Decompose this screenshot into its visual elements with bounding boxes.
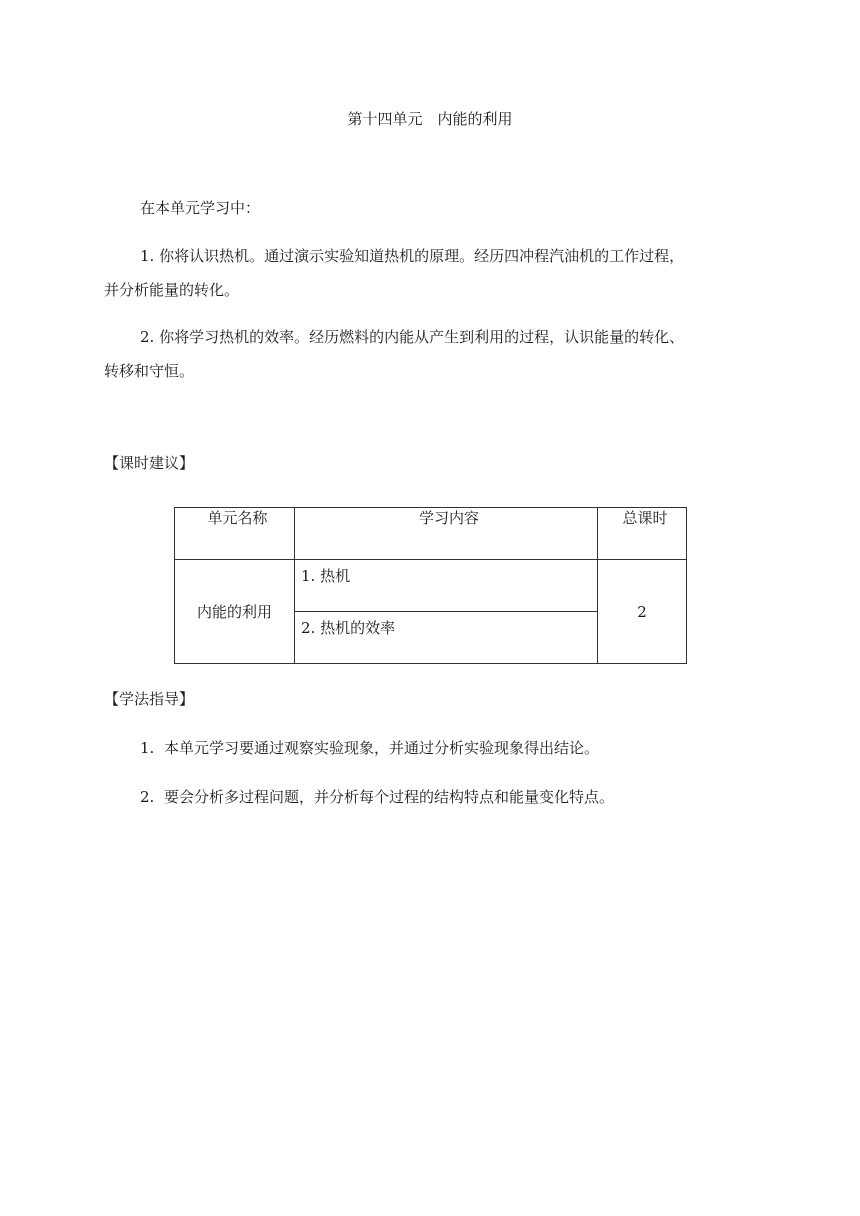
table-row: [175, 560, 687, 612]
content-cell-2: 2. 热机的效率: [295, 612, 598, 664]
guidance-item-2-text: 要会分析多过程问题，并分析每个过程的结构特点和能量变化特点。: [164, 788, 615, 806]
header-total-hours: 总课时: [598, 508, 687, 560]
table-header-row: [175, 508, 687, 560]
guidance-item-1-number: 1.: [140, 739, 155, 757]
goal-2-line-2: 转移和守恒。: [104, 362, 195, 380]
schedule-heading: 【课时建议】: [104, 454, 195, 472]
guidance-item-1: [140, 738, 599, 758]
schedule-table: [174, 507, 687, 664]
page-title: 第十四单元 内能的利用: [347, 110, 513, 128]
unit-name-cell: 内能的利用: [175, 560, 295, 664]
total-hours-cell: 2: [598, 560, 687, 664]
goal-1-line-2: 并分析能量的转化。: [104, 281, 240, 299]
header-content: 学习内容: [295, 508, 598, 560]
header-unit-name: 单元名称: [175, 508, 295, 560]
goal-2-line-1: 2. 你将学习热机的效率。经历燃料的内能从产生到利用的过程，认识能量的转化、: [140, 328, 685, 346]
guidance-item-2: [140, 787, 614, 807]
intro-text: 在本单元学习中：: [140, 199, 261, 217]
guidance-heading: 【学法指导】: [104, 690, 195, 708]
guidance-item-1-text: 本单元学习要通过观察实验现象，并通过分析实验现象得出结论。: [164, 739, 600, 757]
guidance-item-2-number: 2.: [140, 788, 155, 806]
goal-1-line-1: 1. 你将认识热机。通过演示实验知道热机的原理。经历四冲程汽油机的工作过程，: [140, 247, 685, 265]
content-cell-1: 1. 热机: [295, 560, 598, 612]
